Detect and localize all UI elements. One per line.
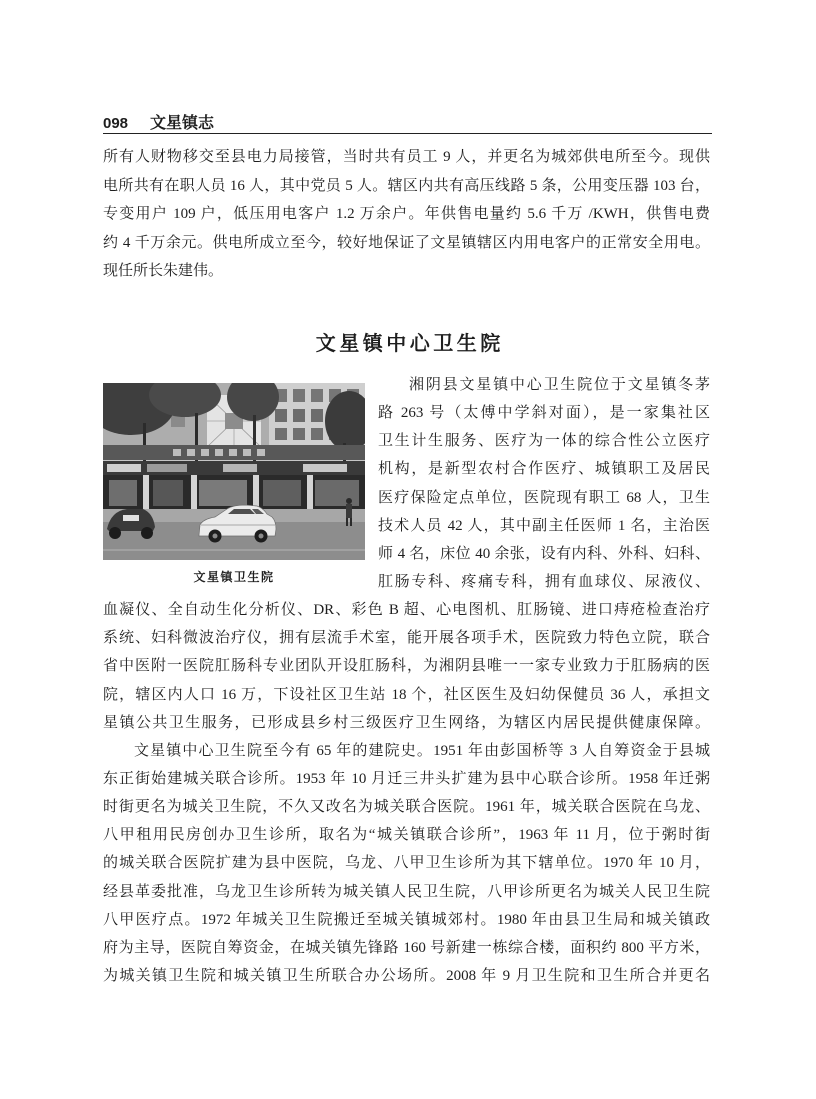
paragraph-line: 湘阴县文星镇中心卫生院位于文星镇冬茅	[409, 377, 710, 393]
page-number: 098	[103, 115, 129, 132]
paragraph-side-column	[378, 371, 710, 596]
paragraph-line: 文星镇中心卫生院至今有 65 年的建院史。1951 年由彭国桥等 3 人自筹资金于县城	[134, 742, 710, 759]
paragraph-line: 的城关联合医院扩建为县中医院，乌龙、八甲卫生诊所为其下辖单位。1970 年 10 月，	[103, 855, 710, 872]
photo-image	[103, 383, 365, 560]
book-title: 文星镇志	[150, 115, 215, 132]
paragraph-line: 约 4 千万余元。供电所成立至今，较好地保证了文星镇辖区内用电客户的正常安全用电。	[103, 234, 710, 251]
paragraph-line: 肛肠专科、疼痛专科，拥有血球仪、尿液仪、	[378, 573, 710, 590]
photo-health-center	[103, 383, 365, 560]
paragraph-line: 东正街始建城关联合诊所。1953 年 10 月迁三井头扩建为县中心联合诊所。1958 年迁粥	[103, 770, 710, 787]
paragraph-line: 系统、妇科微波治疗仪，拥有层流手术室，能开展各项手术，医院致力特色立院，联合	[103, 630, 710, 647]
paragraph-line: 专变用户 109 户，低压用电客户 1.2 万余户。年供售电量约 5.6 千万 /KWH，供售电费	[103, 206, 710, 222]
storefront	[103, 475, 365, 510]
paragraph-line: 时街更名为城关卫生院，不久又改名为城关联合医院。1961 年，城关联合医院在乌龙、	[103, 799, 710, 816]
paragraph-line: 路 263 号（太傅中学斜对面），是一家集社区	[378, 405, 710, 422]
paragraph-line: 所有人财物移交至县电力局接管，当时共有员工 9 人，并更名为城郊供电所至今。现供	[103, 149, 710, 165]
paragraph-line: 八甲租用民房创办卫生诊所，取名为“城关镇联合诊所”，1963 年 11 月，位于粥时街	[103, 827, 710, 844]
paragraph-line: 机构，是新型农村合作医疗、城镇职工及居民	[378, 461, 710, 478]
history-paragraph	[103, 737, 710, 990]
paragraph-line: 电所共有在职人员 16 人，其中党员 5 人。辖区内共有高压线路 5 条，公用变压器 103 台，	[103, 177, 710, 194]
paragraph-line: 师 4 名，床位 40 余张，设有内科、外科、妇科、	[378, 545, 710, 562]
signboards	[103, 445, 365, 475]
paragraph-line: 技术人员 42 人，其中副主任医师 1 名，主治医	[378, 517, 710, 534]
overview-paragraph-continued	[103, 596, 710, 737]
paragraph-line: 经县革委批准，乌龙卫生诊所转为城关镇人民卫生院，八甲诊所更名为城关人民卫生院	[103, 883, 710, 900]
paragraph-line: 卫生计生服务、医疗为一体的综合性公立医疗	[378, 433, 710, 450]
paragraph-line: 星镇公共卫生服务，已形成县乡村三级医疗卫生网络，为辖区内居民提供健康保障。	[103, 714, 710, 731]
paragraph-line: 院，辖区内人口 16 万，下设社区卫生站 18 个，社区医生及妇幼保健员 36 人，承担文	[103, 686, 710, 703]
intro-paragraph	[103, 143, 710, 286]
header-rule	[103, 133, 712, 134]
paragraph-line: 为城关镇卫生院和城关镇卫生所联合办公场所。2008 年 9 月卫生院和卫生所合并更名	[103, 967, 710, 984]
paragraph-line: 府为主导，医院自筹资金，在城关镇先锋路 160 号新建一栋综合楼，面积约 800 平方米，	[103, 939, 710, 956]
paragraph-line: 省中医附一医院肛肠科专业团队开设肛肠科，为湘阴县唯一一家专业致力于肛肠病的医	[103, 658, 710, 675]
paragraph-line: 八甲医疗点。1972 年城关卫生院搬迁至城关镇城郊村。1980 年由县卫生局和城关镇政	[103, 911, 710, 928]
paragraph-full-width	[103, 596, 710, 990]
paragraph-line: 现任所长朱建伟。	[103, 263, 224, 279]
section-title: 文星镇中心卫生院	[315, 331, 504, 355]
photo-caption: 文星镇卫生院	[193, 570, 275, 584]
paragraph-line: 血凝仪、全自动生化分析仪、DR、彩色 B 超、心电图机、肛肠镜、进口痔疮检查治疗	[103, 602, 710, 619]
paragraph-line: 医疗保险定点单位，医院现有职工 68 人，卫生	[378, 489, 710, 506]
